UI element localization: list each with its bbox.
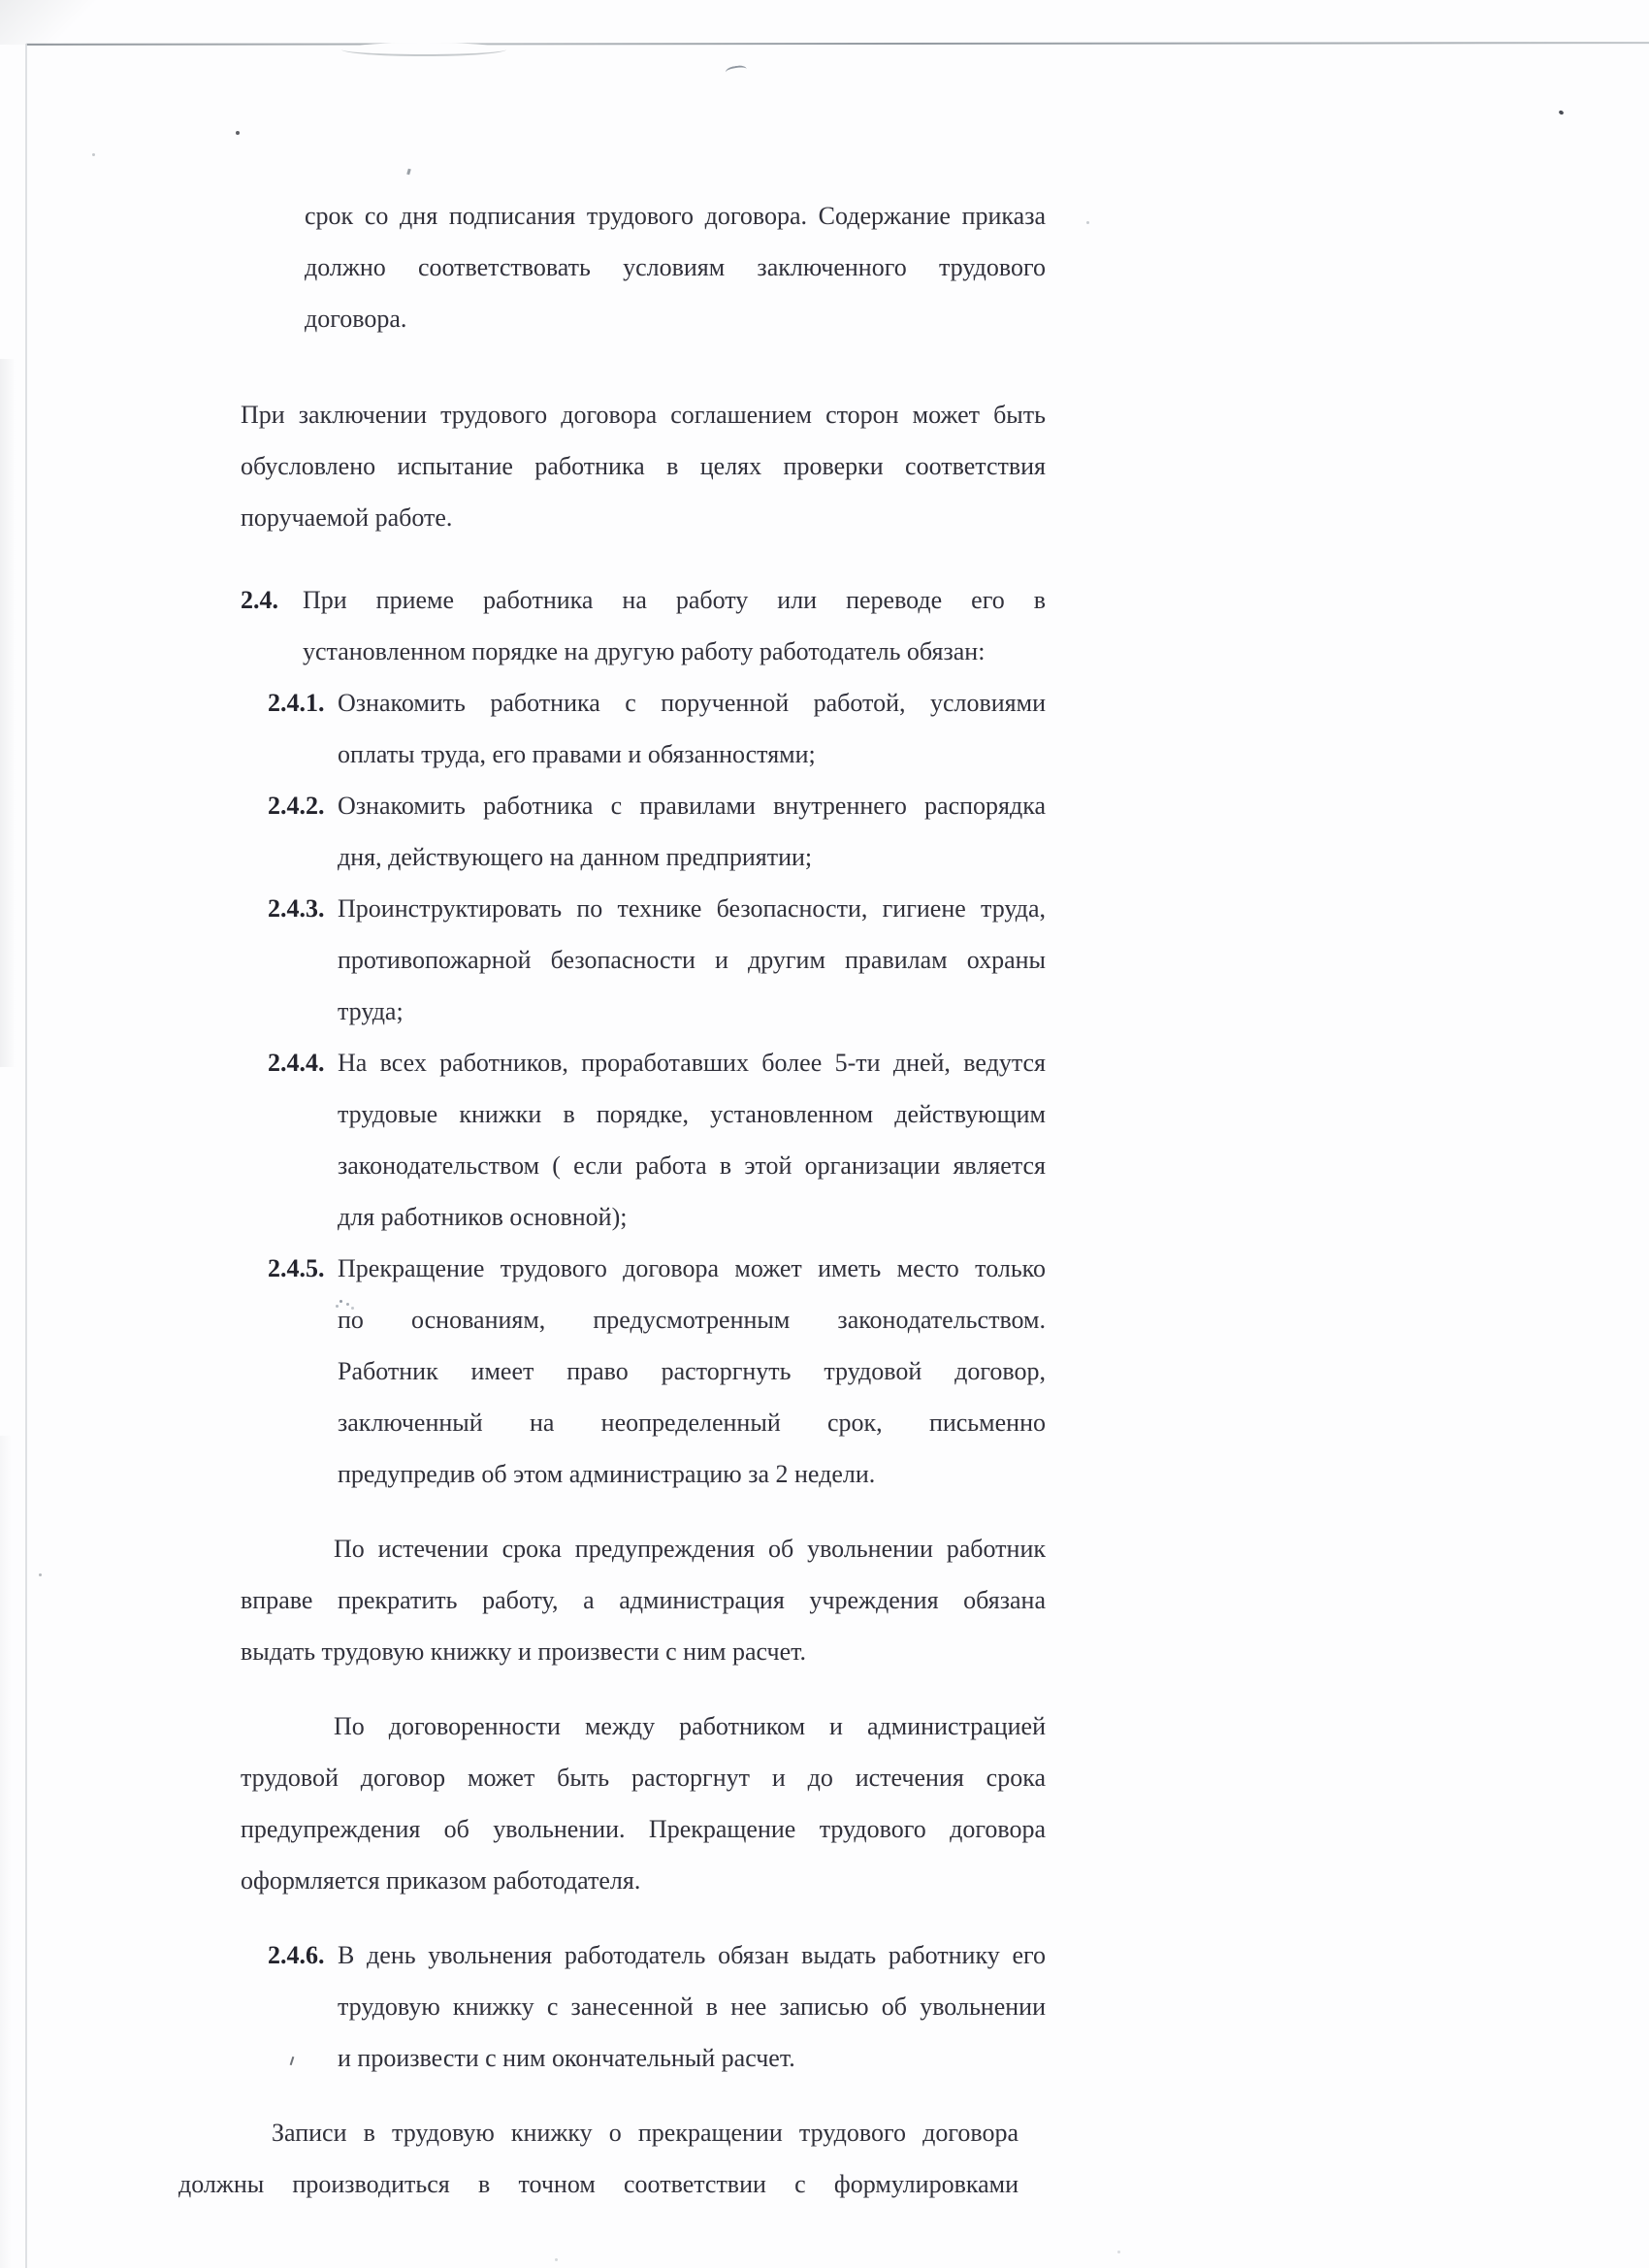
text-line: По истечении срока предупреждения об увольнении работник <box>334 1535 1046 1563</box>
text-line: Записи в трудовую книжку о прекращении трудового договора <box>272 2119 1018 2147</box>
text-line: противопожарной безопасности и другим правилам охраны <box>338 946 1046 974</box>
item-body <box>338 677 1046 780</box>
item-body <box>338 780 1046 883</box>
scan-speck <box>1558 110 1564 115</box>
item-number: 2.4. <box>241 586 278 614</box>
scan-left-edge-line <box>25 44 27 2268</box>
item-number: 2.4.2. <box>268 792 325 820</box>
scan-speck <box>236 131 240 135</box>
text-line: На всех работников, проработавших более 5-ти дней, ведутся <box>338 1049 1046 1077</box>
text-line: В день увольнения работодатель обязан выдать работнику его <box>338 1941 1046 1969</box>
text-line: для работников основной); <box>338 1203 628 1231</box>
text-line: и произвести с ним окончательный расчет. <box>338 2044 795 2072</box>
text-line: дня, действующего на данном предприятии; <box>338 843 813 871</box>
item-number: 2.4.5. <box>268 1254 325 1282</box>
text-line: трудовую книжку с занесенной в нее записью об увольнении <box>338 1993 1046 2021</box>
item-body <box>303 574 1046 677</box>
paragraph-mutual-agreement <box>241 1701 1046 1906</box>
scan-left-smudge <box>0 359 16 1067</box>
paragraph-continuation <box>305 190 1046 344</box>
scan-speck <box>1086 221 1089 224</box>
text-line: должны производиться в точном соответствии с формулировками <box>178 2170 1018 2198</box>
text-line: При приеме работника на работу или переводе его в <box>303 586 1046 614</box>
scan-speck <box>92 153 95 156</box>
paragraph-workbook-records <box>178 2107 1018 2210</box>
scan-corner-shadow <box>0 0 107 45</box>
text-line: по основаниям, предусмотренным законодательством. <box>338 1306 1046 1334</box>
text-column <box>178 190 1046 2210</box>
text-line: предупредив об этом администрацию за 2 недели. <box>338 1460 876 1488</box>
text-line: должно соответствовать условиям заключенного трудового <box>305 253 1046 281</box>
text-line: поручаемой работе. <box>241 503 453 532</box>
numbered-item-2-4 <box>241 574 1046 677</box>
text-line: оформляется приказом работодателя. <box>241 1866 641 1895</box>
numbered-item-2-4-5 <box>241 1243 1046 1500</box>
scan-page-edge-curl <box>341 43 506 56</box>
scan-speck <box>1117 2251 1120 2253</box>
text-line: труда; <box>338 997 404 1025</box>
text-line: договора. <box>305 305 407 333</box>
numbered-item-2-4-1 <box>241 677 1046 780</box>
text-line: заключенный на неопределенный срок, письменно <box>338 1409 1046 1437</box>
paragraph-notice-period <box>241 1523 1046 1677</box>
numbered-item-2-4-6 <box>241 1929 1046 2084</box>
item-body <box>338 1243 1046 1500</box>
scan-speck <box>406 169 411 176</box>
text-line: Проинструктировать по технике безопасности, гигиене труда, <box>338 894 1046 923</box>
text-line: трудовые книжки в порядке, установленном действующим <box>338 1100 1046 1128</box>
text-line: Работник имеет право расторгнуть трудовой договор, <box>338 1357 1046 1385</box>
scan-left-smudge <box>0 1436 12 2268</box>
text-line: срок со дня подписания трудового договора. Содержание приказа <box>305 202 1046 230</box>
item-number: 2.4.6. <box>268 1941 325 1969</box>
text-line: При заключении трудового договора соглашением сторон может быть <box>241 401 1046 429</box>
text-line: установленном порядке на другую работу работодатель обязан: <box>303 637 986 665</box>
text-line: Ознакомить работника с порученной работой, условиями <box>338 689 1046 717</box>
text-line: Ознакомить работника с правилами внутреннего распорядка <box>338 792 1046 820</box>
scan-speck <box>39 1573 42 1576</box>
item-body <box>338 1929 1046 2084</box>
text-line: Прекращение трудового договора может иметь место только <box>338 1254 1046 1282</box>
text-line: вправе прекратить работу, а администрация учреждения обязана <box>241 1586 1046 1614</box>
text-line: обусловлено испытание работника в целях проверки соответствия <box>241 452 1046 480</box>
text-line: оплаты труда, его правами и обязанностями; <box>338 740 816 768</box>
scan-page-edge-line <box>26 42 1649 46</box>
numbered-item-2-4-3 <box>241 883 1046 1037</box>
item-number: 2.4.1. <box>268 689 325 717</box>
text-line: По договоренности между работником и администрацией <box>334 1712 1046 1740</box>
item-body <box>338 1037 1046 1243</box>
text-line: выдать трудовую книжку и произвести с ним расчет. <box>241 1637 807 1666</box>
item-body <box>338 883 1046 1037</box>
text-line: законодательством ( если работа в этой организации является <box>338 1151 1046 1180</box>
item-number: 2.4.4. <box>268 1049 325 1077</box>
paragraph-probation <box>241 389 1046 543</box>
item-number: 2.4.3. <box>268 894 325 923</box>
text-line: предупреждения об увольнении. Прекращение трудового договора <box>241 1815 1046 1843</box>
numbered-item-2-4-4 <box>241 1037 1046 1243</box>
text-line: трудовой договор может быть расторгнут и до истечения срока <box>241 1764 1046 1792</box>
numbered-item-2-4-2 <box>241 780 1046 883</box>
scan-speck <box>555 2258 558 2261</box>
scan-pen-squiggle <box>725 64 747 78</box>
